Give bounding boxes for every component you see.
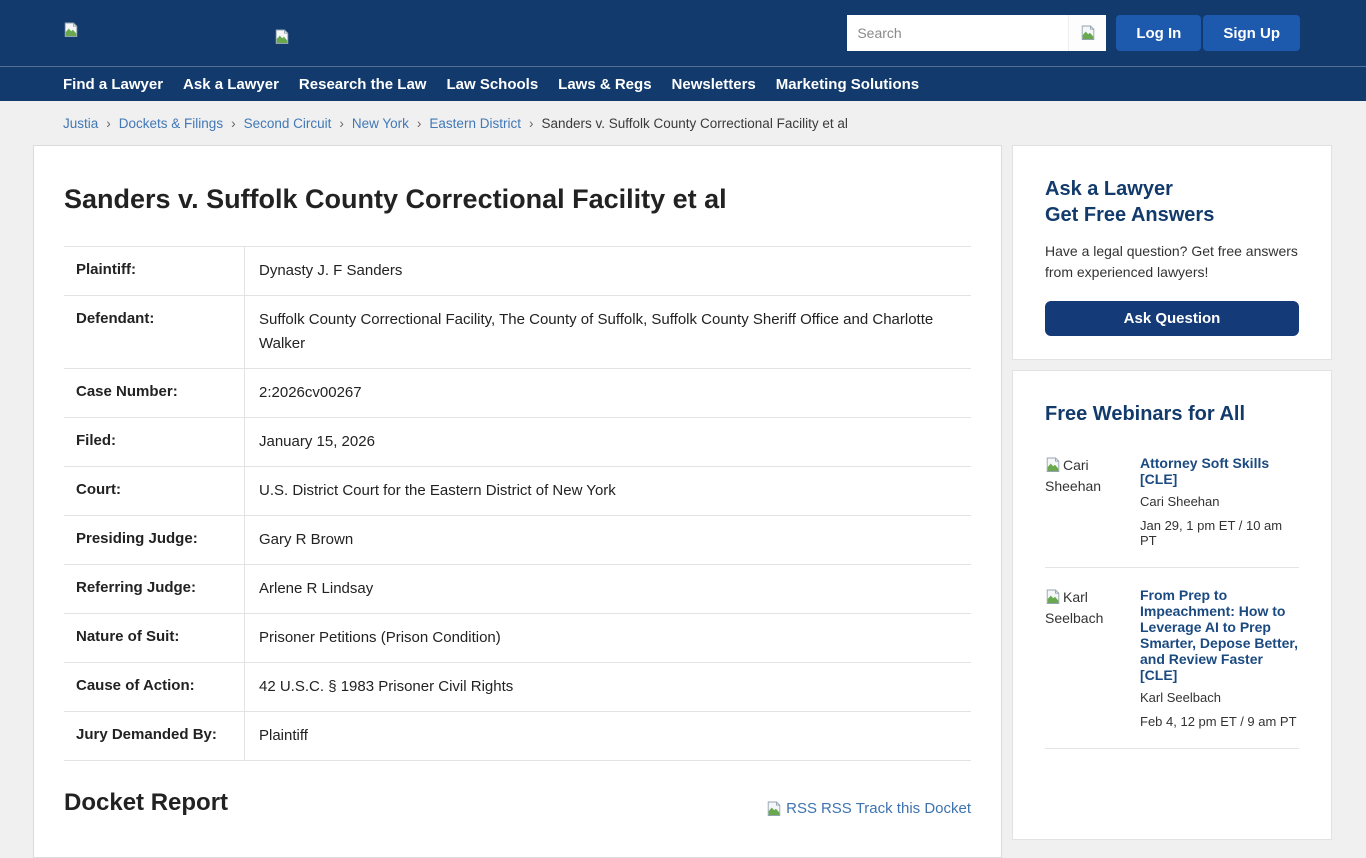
secondary-logo-broken-image-icon[interactable] <box>274 29 290 45</box>
row-value: 2:2026cv00267 <box>259 384 362 401</box>
webinar-title-link[interactable]: Attorney Soft Skills [CLE] <box>1140 455 1270 487</box>
nav-item-find-a-lawyer[interactable]: Find a Lawyer <box>63 75 164 93</box>
webinar-time: Jan 29, 1 pm ET / 10 am PT <box>1140 518 1283 548</box>
docket-report-header <box>64 789 971 817</box>
table-row <box>64 418 971 467</box>
breadcrumb <box>0 101 1366 145</box>
rss-track-docket-link[interactable] <box>766 800 971 817</box>
ask-lawyer-description: Have a legal question? Get free answers from experienced lawyers! <box>1045 243 1298 280</box>
breadcrumb-link-second-circuit[interactable]: Second Circuit <box>243 115 332 131</box>
signup-button[interactable]: Sign Up <box>1203 15 1300 51</box>
row-value: 42 U.S.C. § 1983 Prisoner Civil Rights <box>259 678 514 695</box>
row-value: Arlene R Lindsay <box>259 580 374 597</box>
site-header <box>0 0 1366 101</box>
webinar-speaker-broken-image <box>1045 455 1140 548</box>
webinar-time: Feb 4, 12 pm ET / 9 am PT <box>1140 714 1297 729</box>
table-row <box>64 247 971 296</box>
row-value: Gary R Brown <box>259 531 354 548</box>
justia-logo-broken-image-icon[interactable] <box>63 22 79 38</box>
breadcrumb-link-new-york[interactable]: New York <box>351 115 409 131</box>
webinar-image-alt-text: Cari Sheehan <box>1045 457 1102 494</box>
webinar-info <box>1140 455 1299 548</box>
webinars-card <box>1012 370 1332 840</box>
case-details-table <box>64 246 971 761</box>
row-label: Defendant: <box>64 296 245 368</box>
row-label: Presiding Judge: <box>64 516 245 564</box>
ask-lawyer-heading-line1: Ask a Lawyer <box>1045 178 1173 200</box>
row-value: Suffolk County Correctional Facility, The County of Suffolk, Suffolk County Sheriff Office and Charlotte Walker <box>259 311 934 352</box>
row-label: Jury Demanded By: <box>64 712 245 760</box>
table-row <box>64 296 971 369</box>
webinar-divider <box>1045 567 1299 568</box>
breadcrumb-current: Sanders v. Suffolk County Correctional Facility et al <box>541 115 848 131</box>
rss-broken-image-icon <box>766 801 782 817</box>
table-row <box>64 516 971 565</box>
webinar-info <box>1140 587 1299 729</box>
breadcrumb-separator: › <box>528 115 534 131</box>
broken-image-icon <box>1045 589 1061 605</box>
breadcrumb-separator: › <box>339 115 344 131</box>
nav-item-laws-regs[interactable]: Laws & Regs <box>558 75 652 93</box>
row-value: Prisoner Petitions (Prison Condition) <box>259 629 501 646</box>
row-value: Dynasty J. F Sanders <box>259 262 403 279</box>
search-box <box>847 15 1106 51</box>
breadcrumb-link-dockets-filings[interactable]: Dockets & Filings <box>118 115 224 131</box>
case-card <box>33 145 1002 858</box>
table-row <box>64 369 971 418</box>
webinar-title-link[interactable]: From Prep to Impeachment: How to Leverage AI to Prep Smarter, Depose Better, and Review Faster [CLE] <box>1140 587 1298 683</box>
table-row <box>64 663 971 712</box>
webinar-speaker-broken-image <box>1045 587 1140 729</box>
webinars-heading: Free Webinars for All <box>1045 403 1246 425</box>
table-row <box>64 712 971 761</box>
page-content <box>0 145 1366 858</box>
row-label: Referring Judge: <box>64 565 245 613</box>
ask-lawyer-heading-line2: Get Free Answers <box>1045 204 1215 226</box>
row-label: Cause of Action: <box>64 663 245 711</box>
rss-link-label: RSS Track this Docket <box>820 800 971 817</box>
row-value: January 15, 2026 <box>259 433 375 450</box>
rss-image-alt-text: RSS <box>786 800 817 817</box>
search-input[interactable] <box>847 15 1068 51</box>
row-label: Court: <box>64 467 245 515</box>
main-nav <box>0 66 1366 101</box>
webinar-image-alt-text: Karl Seelbach <box>1045 589 1104 626</box>
breadcrumb-separator: › <box>416 115 422 131</box>
ask-question-button[interactable]: Ask Question <box>1045 301 1299 336</box>
row-label: Filed: <box>64 418 245 466</box>
docket-report-heading: Docket Report <box>64 789 229 816</box>
nav-item-newsletters[interactable]: Newsletters <box>671 75 756 93</box>
sidebar <box>1012 145 1332 840</box>
webinar-speaker: Cari Sheehan <box>1140 494 1220 509</box>
webinar-item <box>1045 455 1299 548</box>
login-button[interactable]: Log In <box>1116 15 1201 51</box>
table-row <box>64 467 971 516</box>
breadcrumb-separator: › <box>106 115 111 131</box>
breadcrumb-link-eastern-district[interactable]: Eastern District <box>429 115 521 131</box>
webinar-speaker: Karl Seelbach <box>1140 690 1221 705</box>
nav-item-law-schools[interactable]: Law Schools <box>446 75 539 93</box>
search-button[interactable] <box>1068 15 1106 51</box>
ask-lawyer-heading <box>1045 176 1299 228</box>
search-broken-image-icon <box>1080 25 1096 41</box>
nav-item-marketing-solutions[interactable]: Marketing Solutions <box>775 75 920 93</box>
broken-image-icon <box>1045 457 1061 473</box>
table-row <box>64 614 971 663</box>
breadcrumb-link-justia[interactable]: Justia <box>63 115 99 131</box>
row-value: U.S. District Court for the Eastern District of New York <box>259 482 616 499</box>
row-value: Plaintiff <box>259 727 308 744</box>
page-title: Sanders v. Suffolk County Correctional Facility et al <box>64 184 727 214</box>
row-label: Plaintiff: <box>64 247 245 295</box>
row-label: Case Number: <box>64 369 245 417</box>
header-top <box>0 0 1366 66</box>
table-row <box>64 565 971 614</box>
nav-item-research-the-law[interactable]: Research the Law <box>298 75 427 93</box>
webinar-divider <box>1045 748 1299 749</box>
breadcrumb-separator: › <box>231 115 236 131</box>
nav-item-ask-a-lawyer[interactable]: Ask a Lawyer <box>183 75 279 93</box>
webinar-item <box>1045 587 1299 729</box>
ask-lawyer-card <box>1012 145 1332 360</box>
row-label: Nature of Suit: <box>64 614 245 662</box>
